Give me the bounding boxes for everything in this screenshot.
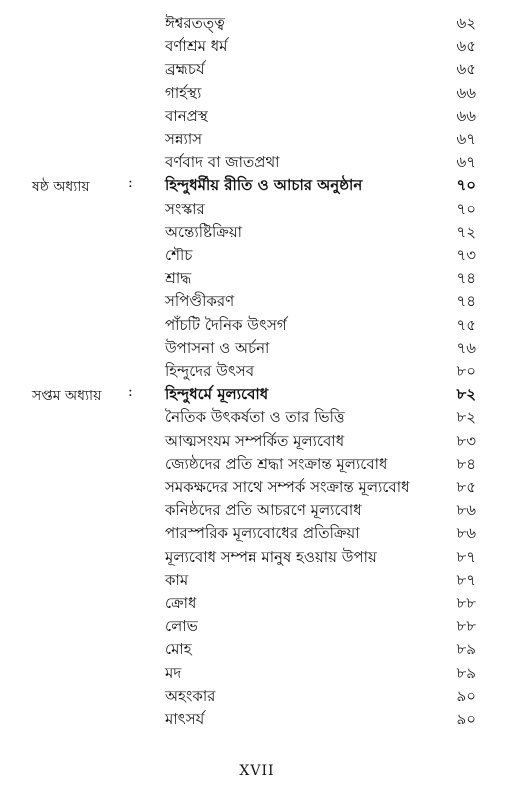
- entry-title: পাঁচটি দৈনিক উৎসর্গ: [165, 315, 287, 334]
- entry-title: আত্মসংযম সম্পর্কিত মূল্যবোধ: [165, 431, 345, 450]
- entry-title: মাৎসর্য: [165, 710, 205, 728]
- toc-entry-row: [0, 615, 514, 638]
- chapter-row: [0, 383, 514, 406]
- toc-entry-row: [0, 638, 514, 661]
- chapter-title: হিন্দুধর্মীয় রীতি ও আচার অনুষ্ঠান: [165, 176, 363, 195]
- toc-entry-row: [0, 546, 514, 569]
- page-number: ৭৫: [456, 315, 476, 334]
- toc-entry-row: [0, 82, 514, 105]
- entry-title: হিন্দুদের উৎসব: [165, 362, 255, 380]
- entry-title: বর্ণবাদ বা জাতপ্রথা: [165, 153, 280, 172]
- toc-entry-row: [0, 499, 514, 522]
- page-number: ৭০: [456, 199, 476, 218]
- page-number-footer: XVII: [239, 763, 275, 779]
- entry-title: ঈশ্বরতত্ত্ব: [165, 14, 225, 32]
- entry-title: মদ: [165, 663, 182, 682]
- page-number: ৮৬: [456, 501, 476, 520]
- page-number: ৯০: [456, 710, 476, 728]
- page-number: ৮২: [456, 385, 476, 404]
- page-number: ৬৭: [456, 130, 476, 148]
- toc-entry-row: [0, 592, 514, 615]
- page-number: ৭২: [456, 222, 476, 241]
- page-number: ৬৬: [456, 83, 476, 102]
- toc-entry-row: [0, 267, 514, 290]
- page-number: ৮৬: [456, 524, 476, 543]
- page-number: ৮৫: [456, 478, 476, 496]
- entry-title: বানপ্রস্থ: [165, 106, 208, 125]
- entry-title: পারস্পরিক মূল্যবোধের প্রতিক্রিয়া: [165, 524, 360, 543]
- toc-entry-row: [0, 12, 514, 35]
- page-number: ৬৫: [456, 60, 476, 79]
- page-number: ৮৪: [456, 454, 476, 473]
- toc-entry-row: [0, 569, 514, 592]
- toc-entry-row: [0, 453, 514, 476]
- page-number: ৮৭: [456, 570, 476, 589]
- chapter-label: সপ্তম অধ্যায়: [32, 388, 102, 405]
- page-number: ৮৮: [456, 594, 476, 612]
- entry-title: ব্রহ্মচর্য: [165, 60, 205, 79]
- toc-entry-row: [0, 685, 514, 708]
- entry-title: কাম: [165, 570, 189, 589]
- toc-entry-row: [0, 151, 514, 174]
- chapter-colon: :: [128, 175, 133, 192]
- entry-title: সন্ন্যাস: [165, 130, 203, 148]
- entry-title: বর্ণাশ্রম ধর্ম: [165, 37, 228, 56]
- toc-entry-row: [0, 58, 514, 81]
- entry-title: সংস্কার: [165, 199, 205, 218]
- toc-entry-row: [0, 314, 514, 337]
- toc-entry-row: [0, 198, 514, 221]
- toc-entry-row: [0, 476, 514, 499]
- entry-title: নৈতিক উৎকর্ষতা ও তার ভিত্তি: [165, 408, 345, 427]
- entry-title: গার্হস্থ্য: [165, 83, 202, 102]
- toc-entry-row: [0, 430, 514, 453]
- toc-entry-row: [0, 522, 514, 545]
- entry-title: সপিণ্ডীকরণ: [165, 292, 235, 311]
- toc-entry-row: [0, 360, 514, 383]
- page-number: ৭৬: [456, 338, 476, 357]
- entry-title: মোহ: [165, 640, 192, 659]
- page-number: ৮৩: [456, 431, 476, 450]
- chapter-colon: :: [128, 384, 133, 401]
- page-number: ৬৭: [456, 153, 476, 172]
- toc-entry-row: [0, 406, 514, 429]
- page-number: ৮৯: [456, 640, 476, 659]
- page-number: ৮৮: [456, 617, 476, 636]
- page-number: ৬৫: [456, 37, 476, 56]
- entry-title: লোভ: [165, 617, 198, 636]
- page-number: ৮৭: [456, 547, 476, 566]
- toc-entry-row: [0, 337, 514, 360]
- page-number: ৬২: [456, 14, 476, 32]
- chapter-label: ষষ্ঠ অধ্যায়: [32, 179, 90, 196]
- entry-title: ক্রোধ: [165, 594, 197, 612]
- page-number: ৭৪: [456, 269, 476, 288]
- entry-title: মূল্যবোধ সম্পন্ন মানুষ হওয়ায় উপায়: [165, 547, 377, 566]
- entry-title: জ্যেষ্ঠদের প্রতি শ্রদ্ধা সংক্রান্ত মূল্যবোধ: [165, 454, 388, 473]
- chapter-title: হিন্দুধর্মে মূল্যবোধ: [165, 385, 269, 404]
- toc-entry-row: [0, 290, 514, 313]
- entry-title: কনিষ্ঠদের প্রতি আচরণে মূল্যবোধ: [165, 501, 362, 520]
- entry-title: সমকক্ষদের সাথে সম্পর্ক সংক্রান্ত মূল্যবোধ: [165, 478, 410, 496]
- entry-title: উপাসনা ও অর্চনা: [165, 338, 270, 357]
- page-number: ৯০: [456, 686, 476, 705]
- toc-entry-row: [0, 708, 514, 731]
- page-number: ৭০: [456, 176, 476, 195]
- toc-entry-row: [0, 35, 514, 58]
- toc-entry-row: [0, 244, 514, 267]
- toc-entry-row: [0, 128, 514, 151]
- entry-title: অহংকার: [165, 686, 216, 705]
- page-number: ৭৩: [456, 246, 476, 264]
- page-number: ৮৯: [456, 663, 476, 682]
- page-number: ৮০: [456, 362, 476, 380]
- entry-title: শ্রাদ্ধ: [165, 269, 192, 288]
- page-number: ৮২: [456, 408, 476, 427]
- chapter-row: [0, 174, 514, 197]
- page-number: ৭৪: [456, 292, 476, 311]
- page-number: ৬৬: [456, 106, 476, 125]
- entry-title: শৌচ: [165, 246, 193, 264]
- toc-entry-row: [0, 105, 514, 128]
- entry-title: অন্ত্যেষ্টিক্রিয়া: [165, 222, 243, 241]
- toc-entry-row: [0, 221, 514, 244]
- toc-entry-row: [0, 662, 514, 685]
